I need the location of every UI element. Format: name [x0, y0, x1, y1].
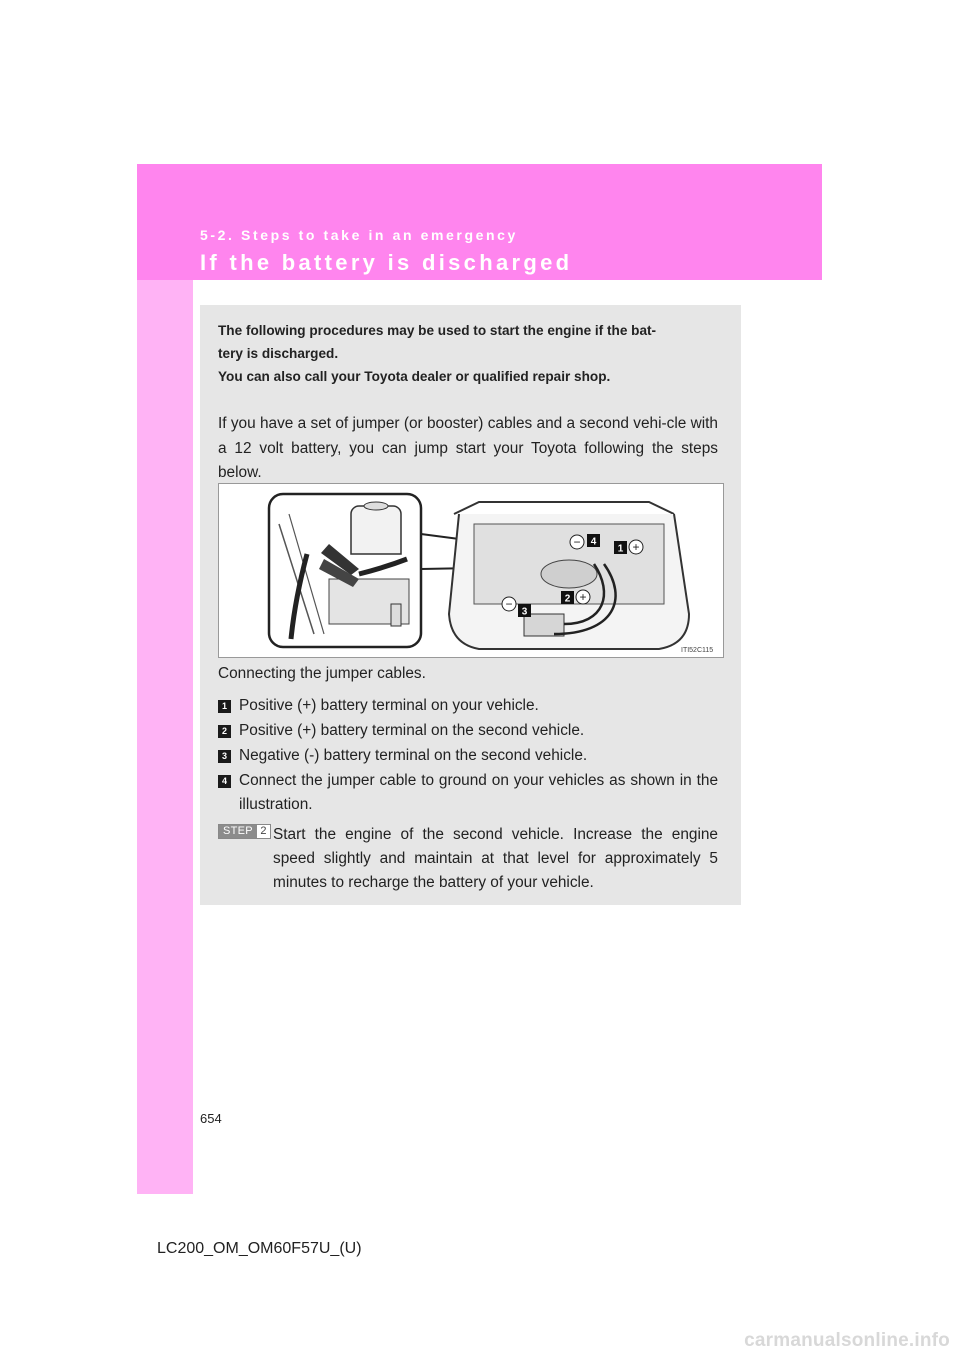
- plus-sign-label: +: [632, 540, 640, 554]
- second-vehicle-battery: [524, 614, 564, 636]
- intro-bold-line-2: tery is discharged.: [218, 346, 339, 361]
- engine-cover: [541, 560, 597, 588]
- minus-sign-label: −: [573, 535, 581, 549]
- callout-4-label: 4: [590, 536, 597, 548]
- page-number: 654: [200, 1111, 222, 1126]
- list-marker-1: 1: [218, 700, 231, 713]
- step-2-badge: [218, 824, 271, 839]
- illustration-code: ITI52C115: [681, 647, 714, 654]
- list-item-text: Connect the jumper cable to ground on your vehicles as shown in the illustration.: [239, 772, 718, 813]
- side-tab-bar: [137, 164, 193, 1194]
- list-item-text: Positive (+) battery terminal on the second vehicle.: [239, 722, 585, 739]
- list-marker-3: 3: [218, 750, 231, 763]
- list-item: [218, 744, 718, 768]
- raised-hood: [454, 502, 674, 514]
- callout-3-label: 3: [521, 606, 528, 618]
- reservoir-cap: [364, 502, 388, 510]
- callout-1-label: 1: [617, 543, 624, 555]
- inset-part: [391, 604, 401, 626]
- coolant-reservoir: [351, 506, 401, 554]
- intro-paragraph: If you have a set of jumper (or booster) cables and a second vehi-cle with a 12 volt battery, you can jump start your Toyota following the steps below.: [218, 415, 718, 481]
- watermark: carmanualsonline.info: [744, 1330, 950, 1351]
- list-marker-4: 4: [218, 775, 231, 788]
- step-word: STEP: [219, 825, 257, 838]
- list-item-text: Positive (+) battery terminal on your vehicle.: [239, 697, 539, 714]
- intro-bold-line-1: The following procedures may be used to start the engine if the bat-: [218, 323, 657, 338]
- step-number: 2: [260, 825, 267, 837]
- list-item: [218, 719, 718, 743]
- illustration-caption: Connecting the jumper cables.: [218, 665, 426, 682]
- callout-2-label: 2: [564, 593, 571, 605]
- list-item-text: Negative (-) battery terminal on the second vehicle.: [239, 747, 588, 764]
- list-item: [218, 694, 718, 718]
- list-item: [218, 769, 718, 817]
- page-title: If the battery is discharged: [200, 250, 573, 275]
- step-2-text: Start the engine of the second vehicle. Increase the engine speed slightly and maintain at that level for approximately 5 minutes to recharge the battery of your vehicle.: [273, 826, 718, 891]
- engine-bay-drawing: [219, 484, 723, 657]
- list-marker-2: 2: [218, 725, 231, 738]
- plus-sign-label: +: [579, 590, 587, 604]
- minus-sign-label: −: [505, 597, 513, 611]
- section-label: 5-2. Steps to take in an emergency: [200, 227, 518, 243]
- jumper-cable-illustration: [218, 483, 724, 658]
- document-code: LC200_OM_OM60F57U_(U): [157, 1240, 362, 1257]
- intro-bold-line-3: You can also call your Toyota dealer or qualified repair shop.: [218, 369, 611, 384]
